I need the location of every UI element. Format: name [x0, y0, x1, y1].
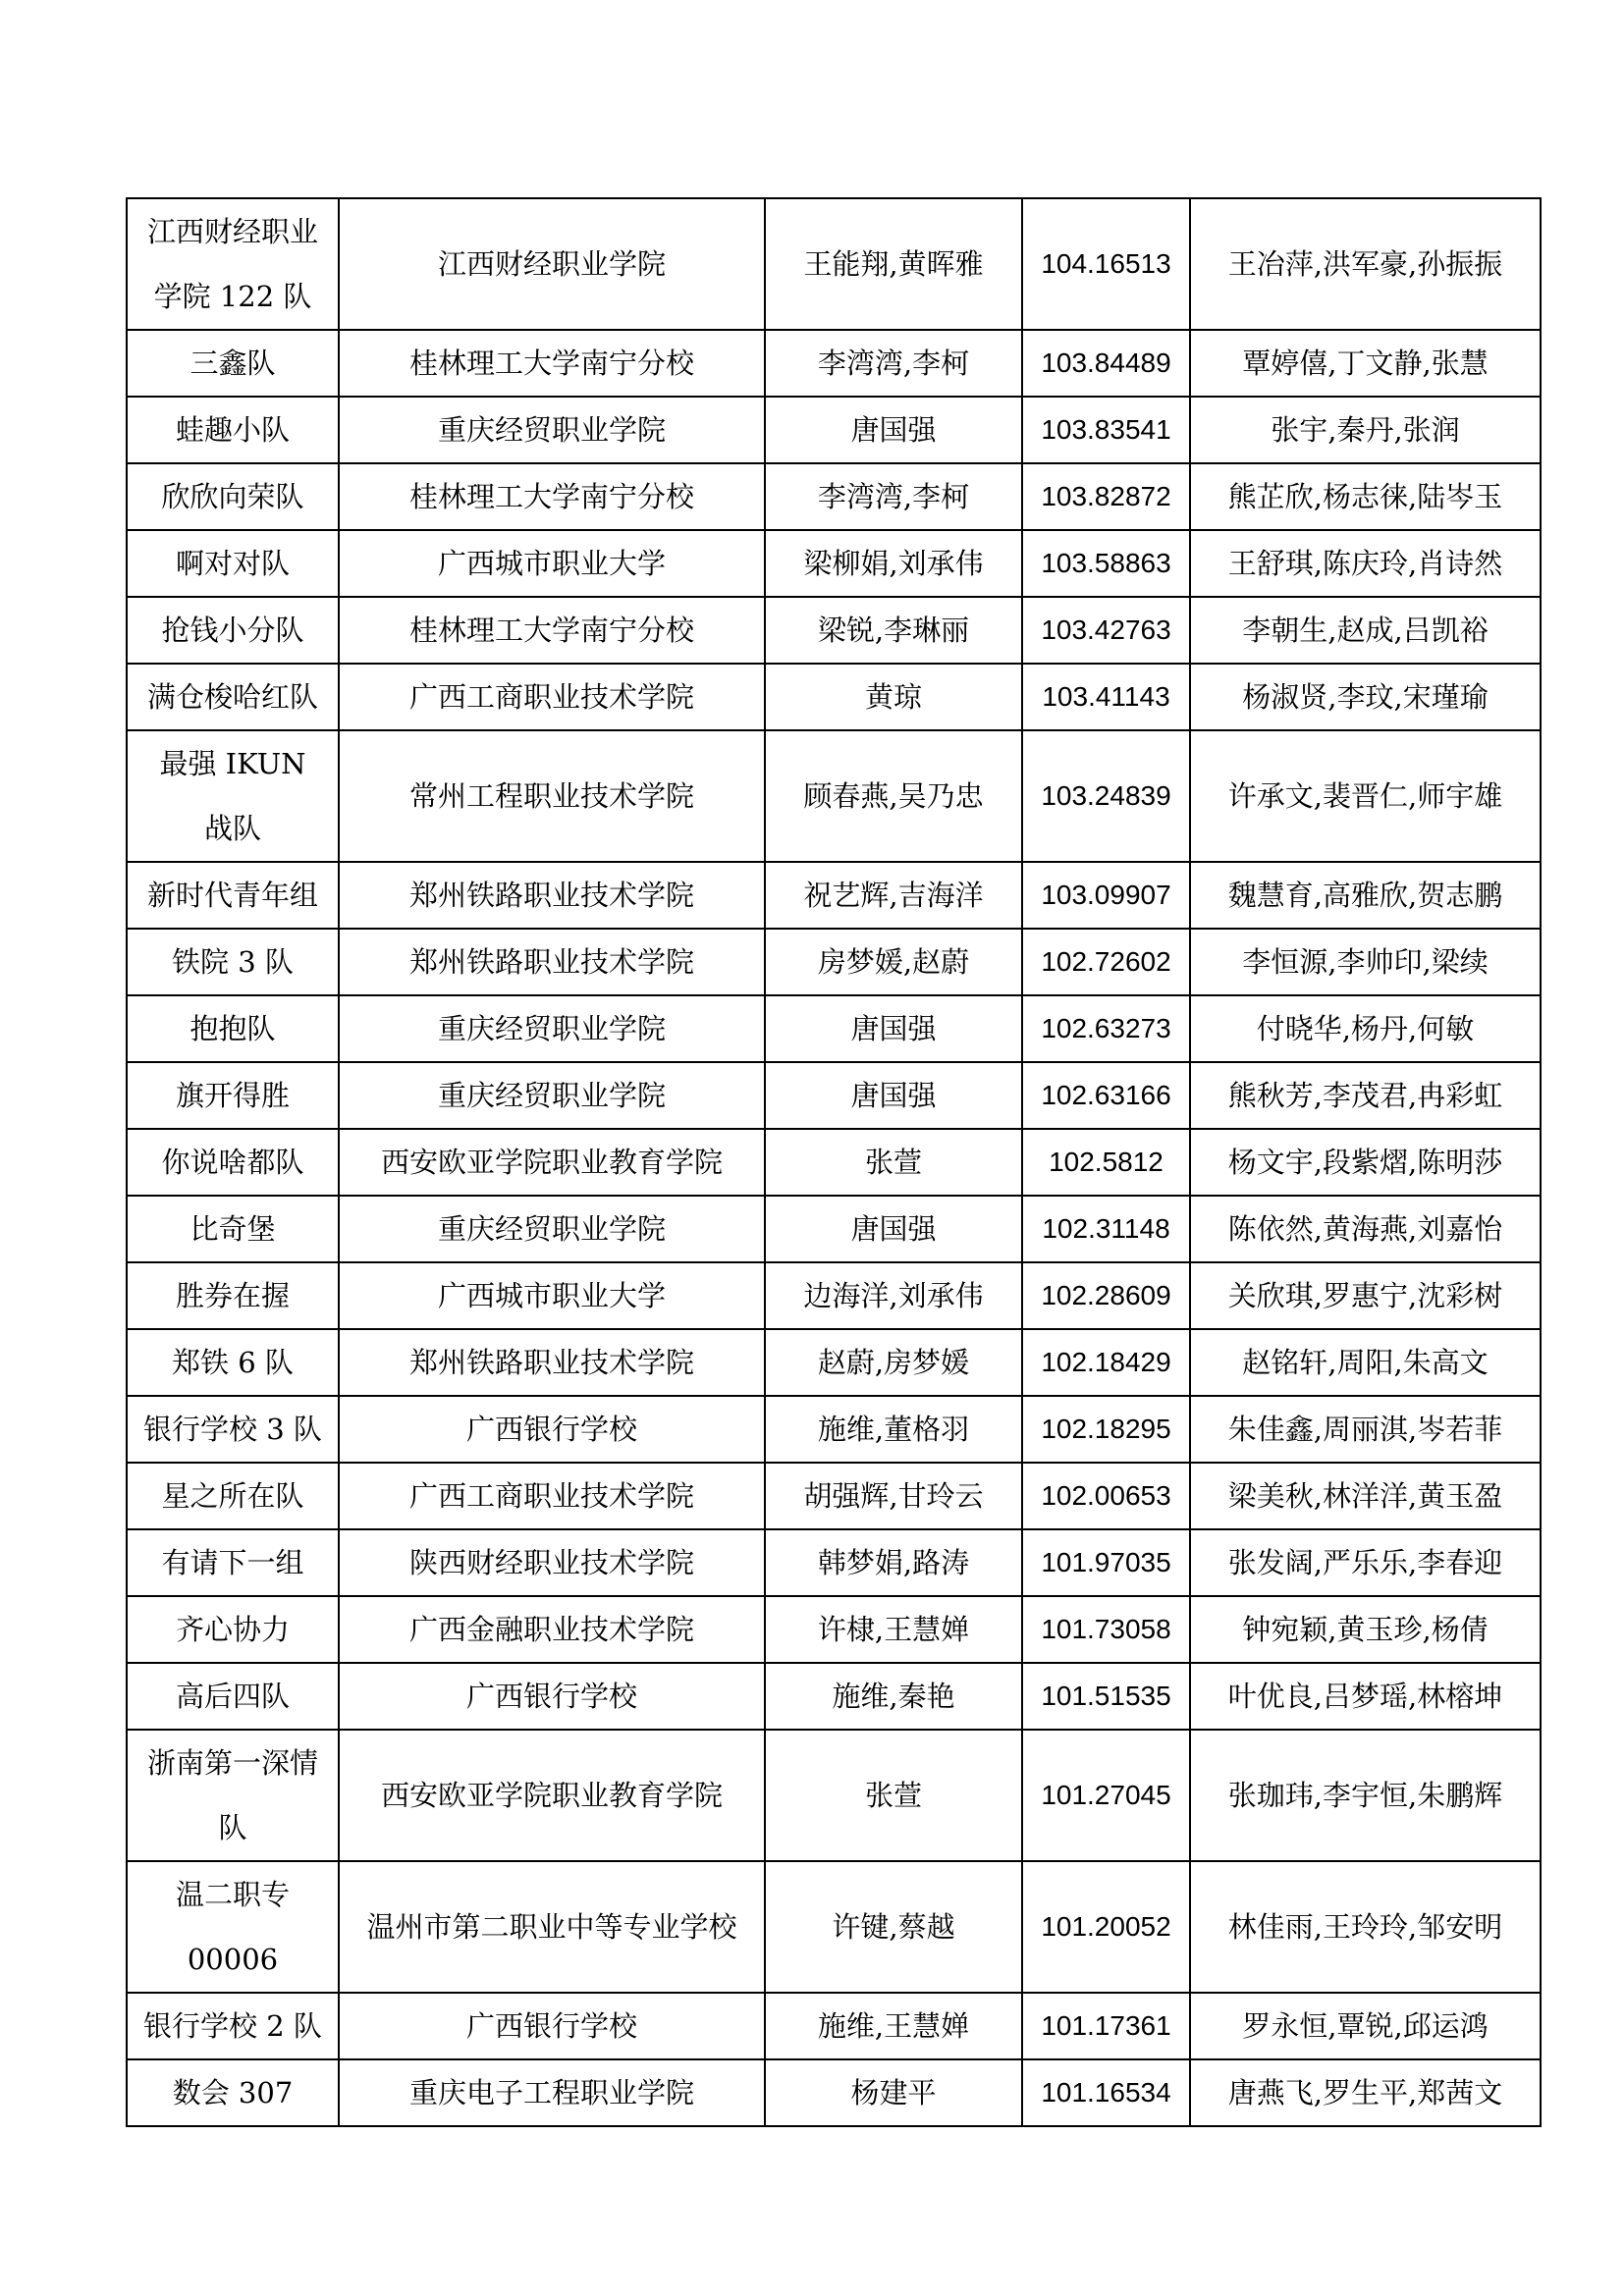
score-cell: 102.63273: [1022, 995, 1190, 1062]
team-name-cell: 高后四队: [127, 1663, 339, 1730]
advisor-cell: 赵蔚,房梦媛: [765, 1329, 1022, 1396]
results-table: [126, 197, 1542, 2127]
team-name-cell: 胜券在握: [127, 1262, 339, 1329]
members-cell: 许承文,裴晋仁,师宇雄: [1190, 730, 1541, 862]
results-table-body: [127, 198, 1541, 2126]
advisor-cell: 唐国强: [765, 397, 1022, 463]
table-row: [127, 2059, 1541, 2126]
members-cell: 杨淑贤,李玟,宋瑾瑜: [1190, 664, 1541, 730]
advisor-cell: 祝艺辉,吉海洋: [765, 862, 1022, 929]
team-name-cell: 温二职专 00006: [127, 1861, 339, 1993]
score-cell: 101.17361: [1022, 1993, 1190, 2059]
team-name-cell: 新时代青年组: [127, 862, 339, 929]
score-cell: 101.51535: [1022, 1663, 1190, 1730]
school-cell: 重庆经贸职业学院: [339, 995, 765, 1062]
table-row: [127, 397, 1541, 463]
advisor-cell: 顾春燕,吴乃忠: [765, 730, 1022, 862]
school-cell: 广西工商职业技术学院: [339, 1463, 765, 1529]
table-row: [127, 1396, 1541, 1463]
team-name-cell: 有请下一组: [127, 1529, 339, 1596]
members-cell: 罗永恒,覃锐,邱运鸿: [1190, 1993, 1541, 2059]
score-cell: 102.28609: [1022, 1262, 1190, 1329]
members-cell: 叶优良,吕梦瑶,林榕坤: [1190, 1663, 1541, 1730]
members-cell: 李朝生,赵成,吕凯裕: [1190, 597, 1541, 664]
members-cell: 张宇,秦丹,张润: [1190, 397, 1541, 463]
score-cell: 102.18295: [1022, 1396, 1190, 1463]
members-cell: 陈依然,黄海燕,刘嘉怡: [1190, 1196, 1541, 1262]
members-cell: 钟宛颖,黄玉珍,杨倩: [1190, 1596, 1541, 1663]
table-row: [127, 198, 1541, 330]
school-cell: 常州工程职业技术学院: [339, 730, 765, 862]
team-name-cell: 银行学校 3 队: [127, 1396, 339, 1463]
members-cell: 唐燕飞,罗生平,郑茜文: [1190, 2059, 1541, 2126]
table-row: [127, 1730, 1541, 1861]
score-cell: 103.84489: [1022, 330, 1190, 397]
members-cell: 王舒琪,陈庆玲,肖诗然: [1190, 530, 1541, 597]
members-cell: 赵铭轩,周阳,朱高文: [1190, 1329, 1541, 1396]
school-cell: 西安欧亚学院职业教育学院: [339, 1730, 765, 1861]
score-cell: 103.82872: [1022, 463, 1190, 530]
members-cell: 张发阔,严乐乐,李春迎: [1190, 1529, 1541, 1596]
team-name-cell: 江西财经职业学院 122 队: [127, 198, 339, 330]
team-name-cell: 齐心协力: [127, 1596, 339, 1663]
school-cell: 广西银行学校: [339, 1663, 765, 1730]
advisor-cell: 唐国强: [765, 995, 1022, 1062]
school-cell: 郑州铁路职业技术学院: [339, 929, 765, 995]
school-cell: 温州市第二职业中等专业学校: [339, 1861, 765, 1993]
score-cell: 102.00653: [1022, 1463, 1190, 1529]
table-row: [127, 1529, 1541, 1596]
team-name-cell: 比奇堡: [127, 1196, 339, 1262]
score-cell: 101.73058: [1022, 1596, 1190, 1663]
team-name-cell: 星之所在队: [127, 1463, 339, 1529]
table-row: [127, 1129, 1541, 1196]
advisor-cell: 许键,蔡越: [765, 1861, 1022, 1993]
members-cell: 熊芷欣,杨志徕,陆岑玉: [1190, 463, 1541, 530]
team-name-cell: 最强 IKUN 战队: [127, 730, 339, 862]
score-cell: 103.42763: [1022, 597, 1190, 664]
advisor-cell: 李湾湾,李柯: [765, 330, 1022, 397]
school-cell: 重庆经贸职业学院: [339, 1196, 765, 1262]
school-cell: 西安欧亚学院职业教育学院: [339, 1129, 765, 1196]
advisor-cell: 王能翔,黄晖雅: [765, 198, 1022, 330]
table-row: [127, 463, 1541, 530]
team-name-cell: 银行学校 2 队: [127, 1993, 339, 2059]
team-name-cell: 铁院 3 队: [127, 929, 339, 995]
table-row: [127, 330, 1541, 397]
table-row: [127, 1196, 1541, 1262]
school-cell: 桂林理工大学南宁分校: [339, 330, 765, 397]
advisor-cell: 张萱: [765, 1129, 1022, 1196]
advisor-cell: 唐国强: [765, 1062, 1022, 1129]
table-row: [127, 664, 1541, 730]
advisor-cell: 梁柳娟,刘承伟: [765, 530, 1022, 597]
school-cell: 广西银行学校: [339, 1396, 765, 1463]
members-cell: 梁美秋,林洋洋,黄玉盈: [1190, 1463, 1541, 1529]
advisor-cell: 张萱: [765, 1730, 1022, 1861]
members-cell: 覃婷僖,丁文静,张慧: [1190, 330, 1541, 397]
advisor-cell: 梁锐,李琳丽: [765, 597, 1022, 664]
score-cell: 101.27045: [1022, 1730, 1190, 1861]
advisor-cell: 边海洋,刘承伟: [765, 1262, 1022, 1329]
advisor-cell: 唐国强: [765, 1196, 1022, 1262]
team-name-cell: 抢钱小分队: [127, 597, 339, 664]
table-row: [127, 1993, 1541, 2059]
school-cell: 江西财经职业学院: [339, 198, 765, 330]
team-name-cell: 满仓梭哈红队: [127, 664, 339, 730]
members-cell: 魏慧育,高雅欣,贺志鹏: [1190, 862, 1541, 929]
advisor-cell: 杨建平: [765, 2059, 1022, 2126]
advisor-cell: 房梦媛,赵蔚: [765, 929, 1022, 995]
table-row: [127, 597, 1541, 664]
table-row: [127, 730, 1541, 862]
members-cell: 关欣琪,罗惠宁,沈彩树: [1190, 1262, 1541, 1329]
school-cell: 广西金融职业技术学院: [339, 1596, 765, 1663]
members-cell: 李恒源,李帅印,梁续: [1190, 929, 1541, 995]
score-cell: 103.09907: [1022, 862, 1190, 929]
table-row: [127, 530, 1541, 597]
table-row: [127, 995, 1541, 1062]
score-cell: 103.58863: [1022, 530, 1190, 597]
table-row: [127, 929, 1541, 995]
team-name-cell: 欣欣向荣队: [127, 463, 339, 530]
score-cell: 102.18429: [1022, 1329, 1190, 1396]
school-cell: 广西银行学校: [339, 1993, 765, 2059]
team-name-cell: 抱抱队: [127, 995, 339, 1062]
advisor-cell: 李湾湾,李柯: [765, 463, 1022, 530]
advisor-cell: 施维,董格羽: [765, 1396, 1022, 1463]
table-row: [127, 1596, 1541, 1663]
advisor-cell: 许棣,王慧婵: [765, 1596, 1022, 1663]
members-cell: 杨文宇,段紫熠,陈明莎: [1190, 1129, 1541, 1196]
table-row: [127, 1861, 1541, 1993]
members-cell: 张珈玮,李宇恒,朱鹏辉: [1190, 1730, 1541, 1861]
school-cell: 重庆经贸职业学院: [339, 397, 765, 463]
school-cell: 广西城市职业大学: [339, 1262, 765, 1329]
members-cell: 朱佳鑫,周丽淇,岑若菲: [1190, 1396, 1541, 1463]
school-cell: 桂林理工大学南宁分校: [339, 463, 765, 530]
school-cell: 广西城市职业大学: [339, 530, 765, 597]
school-cell: 重庆电子工程职业学院: [339, 2059, 765, 2126]
team-name-cell: 蛙趣小队: [127, 397, 339, 463]
score-cell: 103.83541: [1022, 397, 1190, 463]
advisor-cell: 韩梦娟,路涛: [765, 1529, 1022, 1596]
score-cell: 103.41143: [1022, 664, 1190, 730]
score-cell: 102.63166: [1022, 1062, 1190, 1129]
advisor-cell: 胡强辉,甘玲云: [765, 1463, 1022, 1529]
school-cell: 广西工商职业技术学院: [339, 664, 765, 730]
team-name-cell: 三鑫队: [127, 330, 339, 397]
advisor-cell: 施维,王慧婵: [765, 1993, 1022, 2059]
table-row: [127, 1463, 1541, 1529]
table-row: [127, 1262, 1541, 1329]
team-name-cell: 你说啥都队: [127, 1129, 339, 1196]
table-row: [127, 1329, 1541, 1396]
score-cell: 101.20052: [1022, 1861, 1190, 1993]
score-cell: 103.24839: [1022, 730, 1190, 862]
score-cell: 102.31148: [1022, 1196, 1190, 1262]
advisor-cell: 施维,秦艳: [765, 1663, 1022, 1730]
members-cell: 林佳雨,王玲玲,邹安明: [1190, 1861, 1541, 1993]
table-row: [127, 1062, 1541, 1129]
school-cell: 陕西财经职业技术学院: [339, 1529, 765, 1596]
members-cell: 熊秋芳,李茂君,冉彩虹: [1190, 1062, 1541, 1129]
team-name-cell: 啊对对队: [127, 530, 339, 597]
score-cell: 102.72602: [1022, 929, 1190, 995]
team-name-cell: 旗开得胜: [127, 1062, 339, 1129]
score-cell: 104.16513: [1022, 198, 1190, 330]
team-name-cell: 浙南第一深情队: [127, 1730, 339, 1861]
score-cell: 102.5812: [1022, 1129, 1190, 1196]
team-name-cell: 数会 307: [127, 2059, 339, 2126]
school-cell: 重庆经贸职业学院: [339, 1062, 765, 1129]
table-row: [127, 862, 1541, 929]
score-cell: 101.97035: [1022, 1529, 1190, 1596]
advisor-cell: 黄琼: [765, 664, 1022, 730]
table-row: [127, 1663, 1541, 1730]
score-cell: 101.16534: [1022, 2059, 1190, 2126]
school-cell: 郑州铁路职业技术学院: [339, 862, 765, 929]
school-cell: 郑州铁路职业技术学院: [339, 1329, 765, 1396]
members-cell: 王冶萍,洪军豪,孙振振: [1190, 198, 1541, 330]
members-cell: 付晓华,杨丹,何敏: [1190, 995, 1541, 1062]
team-name-cell: 郑铁 6 队: [127, 1329, 339, 1396]
school-cell: 桂林理工大学南宁分校: [339, 597, 765, 664]
